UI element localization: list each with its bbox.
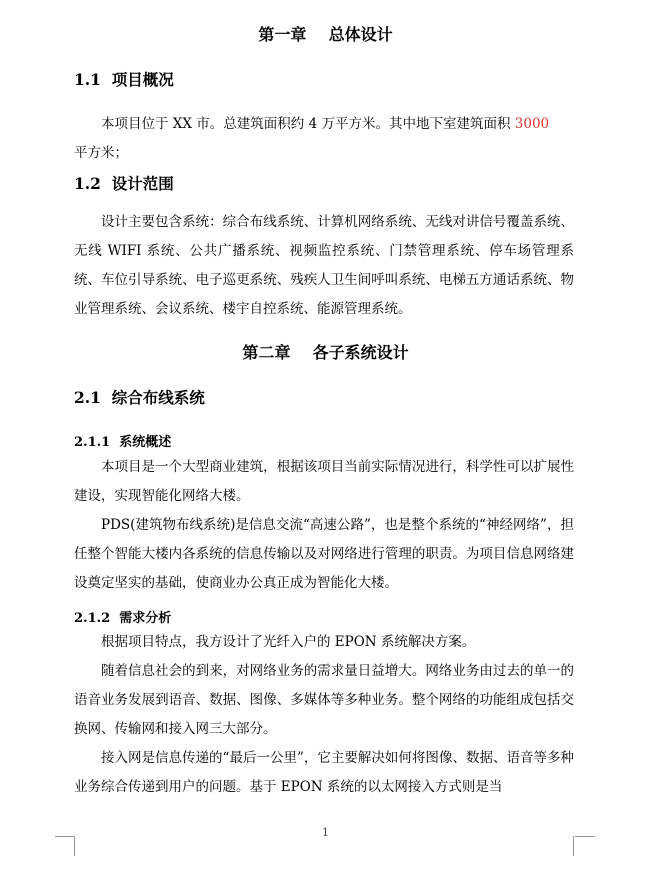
project-overview-text: 本项目位于 XX 市。总建筑面积约 4 万平方米。其中地下室建筑面积 bbox=[101, 116, 511, 132]
section-1-2-title: 1.2 设计范围 bbox=[74, 174, 174, 193]
paragraph-requirements-2: 随着信息社会的到来，对网络业务的需求量日益增大。网络业务由过去的单一的语音业务发展到语音、数据、图像、多媒体等多种业务。整个网络的功能组成包括交换网、传输网和接入网三大部分。 bbox=[74, 663, 574, 737]
chapter-1-title: 第一章 总体设计 bbox=[258, 25, 393, 44]
crop-mark-left-vertical bbox=[74, 836, 76, 856]
section-2-1-2-title: 2.1.2 需求分析 bbox=[74, 611, 172, 626]
basement-area-value: 3000 bbox=[514, 116, 550, 132]
section-2-1-title: 2.1 综合布线系统 bbox=[74, 388, 205, 407]
paragraph-design-scope: 设计主要包含系统：综合布线系统、计算机网络系统、无线对讲信号覆盖系统、无线 WIFI 系统、公共广播系统、视频监控系统、门禁管理系统、停车场管理系统、车位引导系统、电子巡更系统、残疾人卫生间呼叫系统、电梯五方通话系统、物业管理系统、会议系统、楼宇自控系统、能源管理系统。 bbox=[74, 214, 574, 317]
crop-mark-left bbox=[55, 836, 75, 857]
paragraph-project-overview-line1 bbox=[101, 112, 549, 132]
crop-mark-right-vertical bbox=[573, 836, 575, 856]
section-2-1-1-title: 2.1.1 系统概述 bbox=[74, 435, 172, 450]
section-1-1-title: 1.1 项目概况 bbox=[74, 70, 174, 89]
paragraph-requirements-3: 接入网是信息传递的“最后一公里”，它主要解决如何将图像、数据、语音等多种业务综合传递到用户的问题。基于 EPON 系统的以太网接入方式则是当 bbox=[74, 750, 574, 795]
crop-mark-right bbox=[575, 836, 595, 857]
paragraph-requirements-1: 根据项目特点，我方设计了光纤入户的 EPON 系统解决方案。 bbox=[101, 634, 476, 650]
paragraph-system-overview-2: PDS(建筑物布线系统)是信息交流“高速公路”，也是整个系统的“神经网络”，担任整个智能大楼内各系统的信息传输以及对网络进行管理的职责。为项目信息网络建设奠定坚实的基础，使商业办公真正成为智能化大楼。 bbox=[74, 517, 574, 591]
paragraph-project-overview-line2: 平方米； bbox=[74, 145, 128, 161]
chapter-2-title: 第二章 各子系统设计 bbox=[242, 343, 409, 362]
page-number: 1 bbox=[322, 826, 329, 839]
paragraph-system-overview-1: 本项目是一个大型商业建筑，根据该项目当前实际情况进行，科学性可以扩展性建设，实现智能化网络大楼。 bbox=[74, 459, 574, 504]
